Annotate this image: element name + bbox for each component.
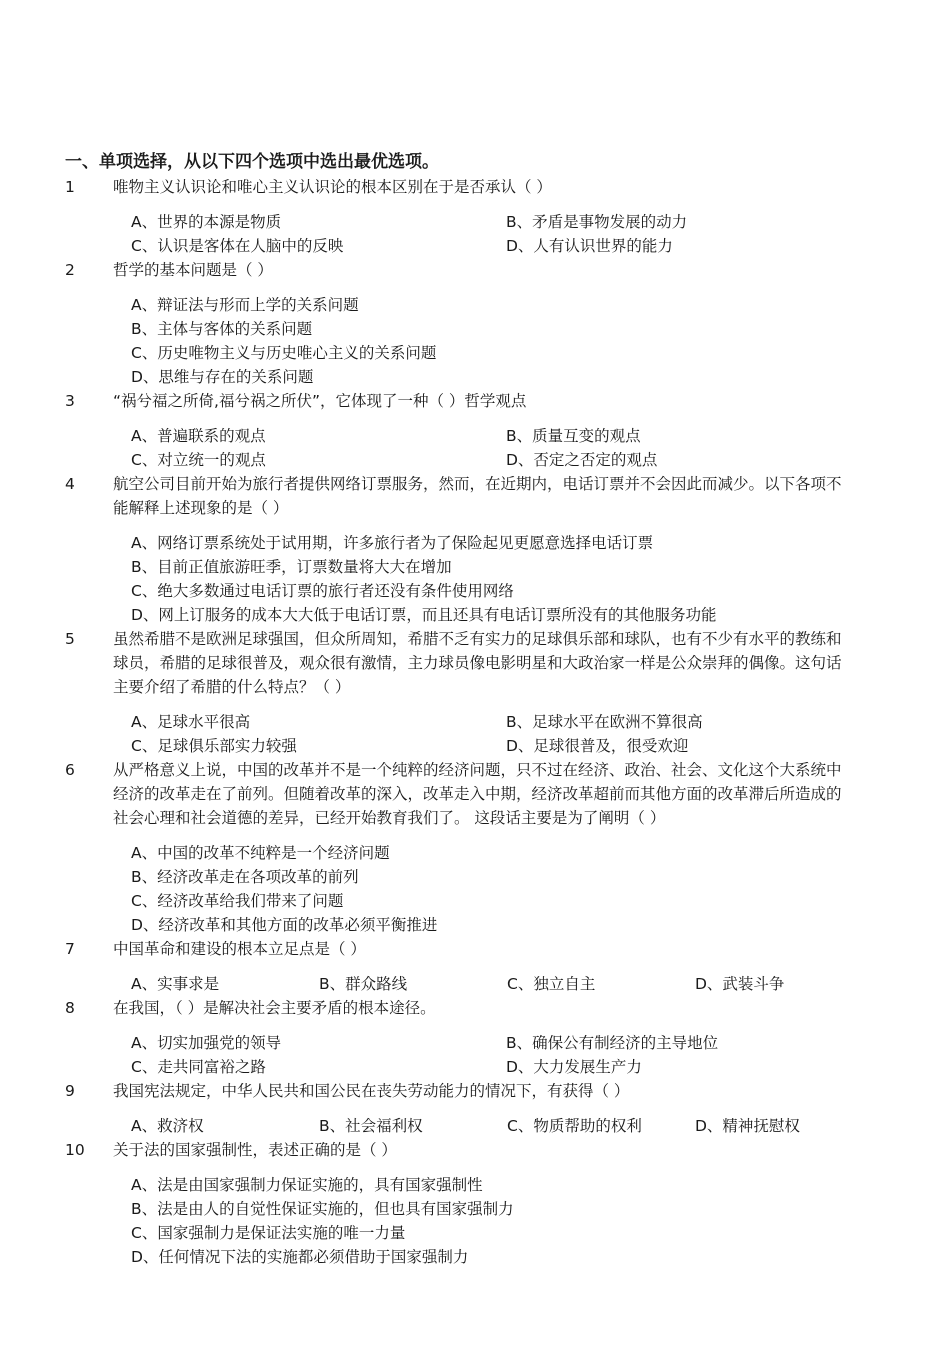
question-10: [0, 1138, 950, 1269]
question-3: [0, 389, 950, 472]
option-c: C、走共同富裕之路: [131, 1058, 266, 1076]
question-7: [0, 937, 950, 996]
option-c: C、认识是客体在人脑中的反映: [131, 237, 344, 255]
option-c: C、绝大多数通过电话订票的旅行者还没有条件使用网络: [131, 582, 514, 600]
question-number: 9: [65, 1082, 75, 1100]
option-a: A、辩证法与形而上学的关系问题: [131, 296, 359, 314]
options: [131, 293, 881, 389]
option-b: B、足球水平在欧洲不算很高: [506, 713, 703, 731]
option-a: A、世界的本源是物质: [131, 213, 282, 231]
option-d: D、大力发展生产力: [506, 1058, 642, 1076]
option-a: A、网络订票系统处于试用期，许多旅行者为了保险起见更愿意选择电话订票: [131, 534, 654, 552]
option-a: A、切实加强党的领导: [131, 1034, 282, 1052]
question-number: 7: [65, 940, 75, 958]
options: [131, 710, 881, 758]
question-number: 10: [65, 1141, 85, 1159]
option-d: D、武装斗争: [695, 975, 785, 993]
option-a: A、救济权: [131, 1117, 204, 1135]
option-a: A、中国的改革不纯粹是一个经济问题: [131, 844, 390, 862]
option-d: D、网上订服务的成本大大低于电话订票，而且还具有电话订票所没有的其他服务功能: [131, 606, 717, 624]
question-5: [0, 627, 950, 758]
question-stem: 我国宪法规定，中华人民共和国公民在丧失劳动能力的情况下，有获得（ ）: [113, 1082, 630, 1100]
option-b: B、确保公有制经济的主导地位: [506, 1034, 719, 1052]
options: [131, 1031, 881, 1079]
section-title: 一、单项选择，从以下四个选项中选出最优选项。: [65, 152, 439, 172]
question-stem: 航空公司目前开始为旅行者提供网络订票服务，然而，在近期内，电话订票并不会因此而减少。以下各项不能解释上述现象的是（ ）: [113, 475, 842, 517]
options: [131, 424, 881, 472]
question-stem: “祸兮福之所倚,福兮祸之所伏”，它体现了一种（ ）哲学观点: [113, 392, 527, 410]
question-number: 3: [65, 392, 75, 410]
question-number: 2: [65, 261, 75, 279]
options: [131, 531, 881, 627]
options: [131, 1114, 881, 1138]
option-c: C、对立统一的观点: [131, 451, 266, 469]
option-d: D、任何情况下法的实施都必须借助于国家强制力: [131, 1248, 469, 1266]
option-d: D、精神抚慰权: [695, 1117, 800, 1135]
question-2: [0, 258, 950, 389]
question-6: [0, 758, 950, 937]
options: [131, 841, 881, 937]
option-d: D、否定之否定的观点: [506, 451, 658, 469]
option-b: B、质量互变的观点: [506, 427, 641, 445]
options: [131, 210, 881, 258]
option-c: C、足球俱乐部实力较强: [131, 737, 297, 755]
question-stem: 唯物主义认识论和唯心主义认识论的根本区别在于是否承认（ ）: [113, 178, 552, 196]
option-b: B、法是由人的自觉性保证实施的，但也具有国家强制力: [131, 1200, 514, 1218]
question-number: 1: [65, 178, 75, 196]
question-stem: 关于法的国家强制性，表述正确的是（ ）: [113, 1141, 397, 1159]
option-c: C、历史唯物主义与历史唯心主义的关系问题: [131, 344, 437, 362]
question-9: [0, 1079, 950, 1138]
option-d: D、思维与存在的关系问题: [131, 368, 314, 386]
option-a: A、法是由国家强制力保证实施的，具有国家强制性: [131, 1176, 483, 1194]
option-d: D、足球很普及，很受欢迎: [506, 737, 689, 755]
options: [131, 1173, 881, 1269]
option-b: B、社会福利权: [319, 1117, 423, 1135]
option-b: B、目前正值旅游旺季，订票数量将大大在增加: [131, 558, 452, 576]
question-stem: 中国革命和建设的根本立足点是（ ）: [113, 940, 366, 958]
option-c: C、独立自主: [507, 975, 596, 993]
option-d: D、人有认识世界的能力: [506, 237, 673, 255]
question-8: [0, 996, 950, 1079]
question-4: [0, 472, 950, 627]
option-a: A、实事求是: [131, 975, 220, 993]
option-b: B、经济改革走在各项改革的前列: [131, 868, 359, 886]
question-number: 4: [65, 475, 75, 493]
question-stem: 从严格意义上说，中国的改革并不是一个纯粹的经济问题，只不过在经济、政治、社会、文化这个大系统中经济的改革走在了前列。但随着改革的深入，改革走入中期，经济改革超前而其他方面的改革滞后所造成的社会心理和社会道德的差异，已经开始教育我们了。 这段话主要是为了阐明（ ）: [113, 761, 842, 827]
question-number: 6: [65, 761, 75, 779]
option-a: A、足球水平很高: [131, 713, 251, 731]
question-stem: 虽然希腊不是欧洲足球强国，但众所周知，希腊不乏有实力的足球俱乐部和球队，也有不少有水平的教练和球员，希腊的足球很普及，观众很有激情，主力球员像电影明星和大政治家一样是公众崇拜的偶像。这句话主要介绍了希腊的什么特点？（ ）: [113, 630, 842, 696]
options: [131, 972, 881, 996]
question-stem: 在我国，（ ）是解决社会主要矛盾的根本途径。: [113, 999, 436, 1017]
option-a: A、普遍联系的观点: [131, 427, 266, 445]
question-stem: 哲学的基本问题是（ ）: [113, 261, 273, 279]
question-number: 5: [65, 630, 75, 648]
option-c: C、国家强制力是保证法实施的唯一力量: [131, 1224, 406, 1242]
option-d: D、经济改革和其他方面的改革必须平衡推进: [131, 916, 438, 934]
question-number: 8: [65, 999, 75, 1017]
option-c: C、物质帮助的权利: [507, 1117, 642, 1135]
option-b: B、群众路线: [319, 975, 408, 993]
option-b: B、主体与客体的关系问题: [131, 320, 313, 338]
question-1: [0, 175, 950, 258]
option-c: C、经济改革给我们带来了问题: [131, 892, 344, 910]
option-b: B、矛盾是事物发展的动力: [506, 213, 688, 231]
question-list: [0, 175, 950, 1269]
